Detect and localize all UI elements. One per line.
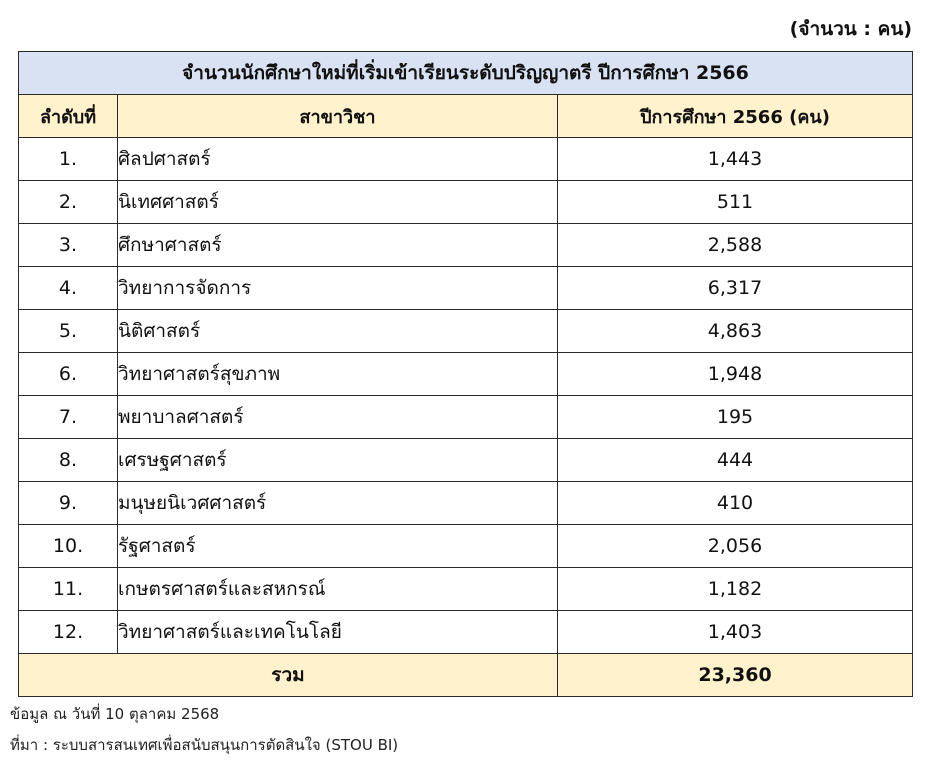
row-number: 7. xyxy=(19,396,118,439)
row-field: วิทยาศาสตร์และเทคโนโลยี xyxy=(118,611,558,654)
row-value: 410 xyxy=(558,482,913,525)
row-value: 4,863 xyxy=(558,310,913,353)
table-row xyxy=(19,310,913,353)
row-value: 6,317 xyxy=(558,267,913,310)
row-field: ศึกษาศาสตร์ xyxy=(118,224,558,267)
row-number: 3. xyxy=(19,224,118,267)
row-value: 195 xyxy=(558,396,913,439)
student-table xyxy=(18,51,913,697)
row-value: 1,443 xyxy=(558,138,913,181)
row-field: เกษตรศาสตร์และสหกรณ์ xyxy=(118,568,558,611)
row-field: มนุษยนิเวศศาสตร์ xyxy=(118,482,558,525)
row-field: เศรษฐศาสตร์ xyxy=(118,439,558,482)
table-row xyxy=(19,267,913,310)
table-row xyxy=(19,181,913,224)
row-value: 2,588 xyxy=(558,224,913,267)
source-note: ที่มา : ระบบสารสนเทศเพื่อสนับสนุนการตัดสินใจ (STOU BI) xyxy=(10,736,399,754)
table-title: จำนวนนักศึกษาใหม่ที่เริ่มเข้าเรียนระดับปริญญาตรี ปีการศึกษา 2566 xyxy=(19,52,913,95)
row-number: 5. xyxy=(19,310,118,353)
row-number: 10. xyxy=(19,525,118,568)
total-label: รวม xyxy=(19,654,558,697)
table-row xyxy=(19,138,913,181)
data-date-note: ข้อมูล ณ วันที่ 10 ตุลาคม 2568 xyxy=(10,705,220,723)
header-value: ปีการศึกษา 2566 (คน) xyxy=(558,95,913,138)
row-value: 444 xyxy=(558,439,913,482)
row-number: 6. xyxy=(19,353,118,396)
row-number: 11. xyxy=(19,568,118,611)
row-value: 1,948 xyxy=(558,353,913,396)
table-row xyxy=(19,525,913,568)
row-number: 9. xyxy=(19,482,118,525)
row-value: 1,182 xyxy=(558,568,913,611)
unit-note: (จำนวน : คน) xyxy=(789,18,912,40)
table-row xyxy=(19,611,913,654)
header-field: สาขาวิชา xyxy=(118,95,558,138)
table-row xyxy=(19,482,913,525)
table-row xyxy=(19,396,913,439)
table-body xyxy=(19,138,913,654)
row-field: รัฐศาสตร์ xyxy=(118,525,558,568)
row-value: 511 xyxy=(558,181,913,224)
row-field: ศิลปศาสตร์ xyxy=(118,138,558,181)
row-number: 8. xyxy=(19,439,118,482)
total-row xyxy=(19,654,913,697)
row-number: 2. xyxy=(19,181,118,224)
table-row xyxy=(19,439,913,482)
row-field: วิทยาการจัดการ xyxy=(118,267,558,310)
table-header-row xyxy=(19,95,913,138)
header-no: ลำดับที่ xyxy=(19,95,118,138)
row-number: 1. xyxy=(19,138,118,181)
table-row xyxy=(19,568,913,611)
row-field: นิติศาสตร์ xyxy=(118,310,558,353)
row-number: 12. xyxy=(19,611,118,654)
row-field: พยาบาลศาสตร์ xyxy=(118,396,558,439)
table-row xyxy=(19,353,913,396)
row-number: 4. xyxy=(19,267,118,310)
row-value: 2,056 xyxy=(558,525,913,568)
row-field: วิทยาศาสตร์สุขภาพ xyxy=(118,353,558,396)
total-value: 23,360 xyxy=(558,654,913,697)
table-title-row xyxy=(19,52,913,95)
table-row xyxy=(19,224,913,267)
row-field: นิเทศศาสตร์ xyxy=(118,181,558,224)
row-value: 1,403 xyxy=(558,611,913,654)
